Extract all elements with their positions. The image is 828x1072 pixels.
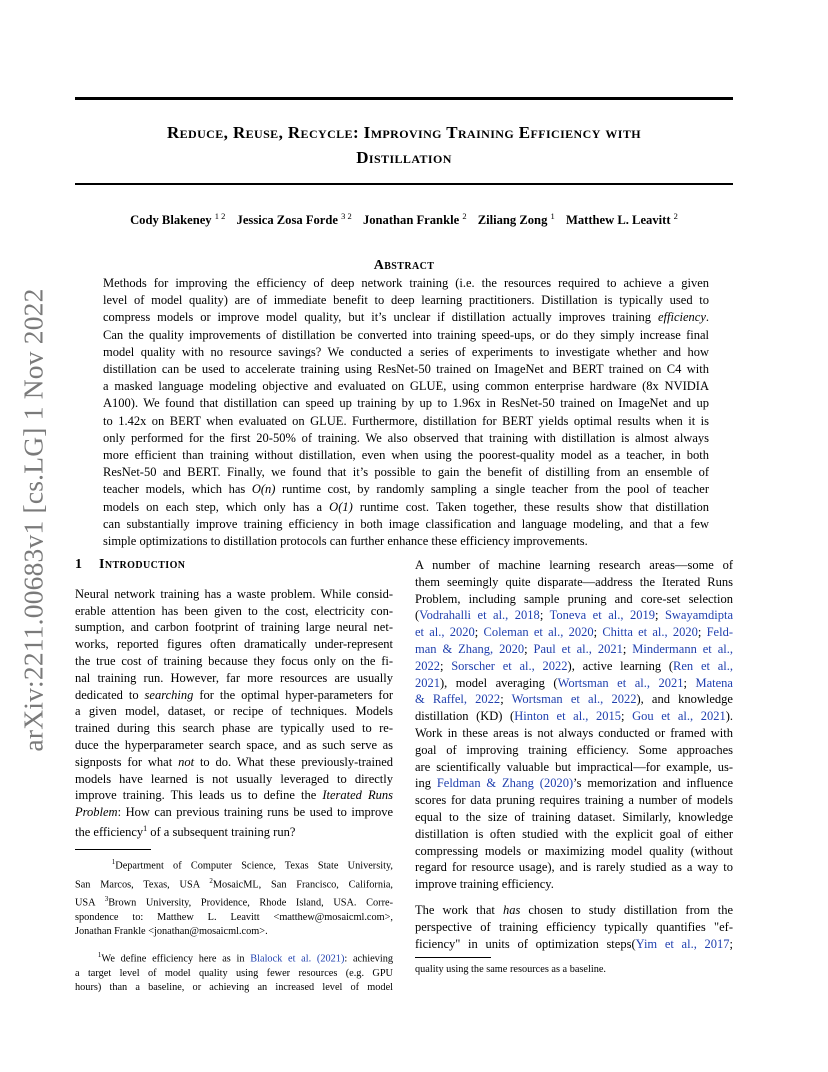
footnote-rule: [75, 849, 151, 850]
abstract-heading: Abstract: [373, 258, 435, 273]
footnote-rule: [415, 957, 491, 958]
author-list: [75, 211, 733, 228]
body-line: equal to the size of training dataset. Similarly, knowledge: [415, 809, 733, 824]
citation-link[interactable]: & Raffel, 2022: [415, 692, 501, 707]
abstract-line: simple optimizations to distillation protocols can further enhance these efficiency improvements.: [103, 534, 588, 549]
abstract-line: more efficient than training without distillation, even when using the poorest-quality model as a teacher, in both: [103, 448, 709, 463]
body-line: trained during this search phase are typically used to re-: [75, 721, 393, 736]
citation-link[interactable]: Yim et al., 2017: [635, 936, 730, 951]
footnote-line: spondence to: Matthew L. Leavitt <matthew@mosaicml.com>,: [75, 911, 393, 923]
citation-link[interactable]: Vodrahalli et al., 2018: [419, 608, 540, 623]
abstract-line: teacher models, which has O(n) runtime cost, by randomly sampling a single teacher from the pool of teacher: [103, 482, 709, 497]
abstract-line: models on each step, which only has a O(1) runtime cost. Taken together, these results show that distillation: [103, 499, 710, 514]
body-line: Problem, including sample pruning and core-set selection: [415, 591, 733, 606]
footnote-marker[interactable]: 1: [143, 823, 148, 833]
abstract-line: Methods for improving the efficiency of deep network training (i.e. the resources required to achieve a given: [103, 276, 709, 290]
body-line: 2022; Sorscher et al., 2022), active learning (Ren et al.,: [415, 658, 733, 673]
citation-link[interactable]: Chitta et al., 2020: [602, 625, 698, 640]
citation-link[interactable]: man & Zhang, 2020: [415, 641, 525, 656]
author: Ziliang Zong $^1$: [477, 211, 555, 228]
abstract-line: A100). We found that distillation can speed up training by up to 1.96x in ResNet-50 trained on ImageNet and up: [103, 396, 709, 411]
body-line: dedicated to searching for the optimal hyper-parameters for: [75, 687, 394, 702]
body-line: improve training. This leads us to define the Iterated Runs: [75, 788, 394, 803]
body-line: are scientifically valuable but impractical—for example, us-: [415, 759, 733, 774]
abstract-line: compress models or improve model quality, but it’s unclear if distillation actually improves training efficiency.: [103, 310, 709, 325]
body-line: a given model, dataset, or recipe of techniques. Models: [75, 704, 393, 719]
body-line: Neural network training has a waste problem. While consid-: [75, 586, 393, 601]
body-line: perspective of training efficiency typically quantifies "ef-: [415, 919, 733, 934]
abstract-line: can substantially improve training efficiency in both image classification and language modeling, and that a few: [103, 516, 709, 531]
abstract-line: model quality with no resource savings? We conducted a series of experiments to investigate whether and how: [103, 344, 709, 359]
body-line: the true cost of training because they focus only on the fi-: [75, 653, 393, 668]
author: Cody Blakeney $^{1 2}$: [130, 211, 226, 228]
body-line: nal training run. However, far more resources are usually: [75, 670, 393, 685]
body-line: Work in these areas is not always conducted or framed with: [415, 725, 733, 740]
body-line: man & Zhang, 2020; Paul et al., 2021; Mindermann et al.,: [415, 641, 733, 656]
citation-link[interactable]: Swayamdipta: [664, 608, 733, 623]
abstract-line: distillation can be used to accelerate training using ResNet-50 trained on ImageNet and BERT trained on C4 with: [103, 362, 709, 377]
citation-link[interactable]: Hinton et al., 2015: [514, 709, 622, 724]
footnote-line: USA $^3$Brown University, Providence, Rhode Island, USA. Corre-: [75, 895, 394, 909]
citation-link[interactable]: Sorscher et al., 2022: [451, 658, 568, 673]
citation-link[interactable]: Feldman & Zhang (2020): [436, 776, 574, 791]
body-line: sumption, and carbon footprint of training large neural net-: [75, 620, 393, 635]
title-top-rule: [75, 97, 733, 100]
citation-link[interactable]: Coleman et al., 2020: [483, 625, 594, 640]
body-line: duce the hyperparameter search space, and as such serve as: [75, 737, 393, 752]
citation-link[interactable]: Matena: [695, 675, 733, 690]
body-line: Problem: How can previous training runs be used to improve: [75, 805, 393, 820]
footnote-line: hours) than a baseline, or achieving an increased level of model: [75, 982, 393, 994]
abstract-line: a masked language modeling objective and evaluated on GLUE, using common enterprise hardware (8x NVIDIA: [103, 379, 709, 394]
arxiv-identifier: arXiv:2211.00683v1 [cs.LG] 1 Nov 2022: [18, 288, 49, 752]
body-line: (Vodrahalli et al., 2018; Toneva et al., 2019; Swayamdipta: [415, 608, 733, 623]
body-line: them seemingly quite disparate—address the Iterated Runs: [415, 574, 733, 589]
title-line-2: Distillation: [356, 148, 452, 167]
abstract-line: level of model quality) are of immediate benefit to deep learning practitioners. Distillation is typically used to: [103, 293, 709, 308]
citation-link[interactable]: Toneva et al., 2019: [549, 608, 655, 623]
citation-link[interactable]: Paul et al., 2021: [533, 641, 623, 656]
body-line: scores for data pruning requires training a number of models: [415, 793, 733, 808]
citation-link[interactable]: Ren et al.,: [673, 658, 733, 673]
abstract-line: ResNet-50 and BERT. Finally, we found that it’s possible to gain the benefit of distilling from an ensemble of: [103, 465, 709, 480]
body-line: regard for resource usage), and is rarely studied as a way to: [415, 860, 733, 875]
body-line: & Raffel, 2022; Wortsman et al., 2022), and knowledge: [415, 692, 733, 707]
body-line: goal of improving training efficiency. Some approaches: [415, 742, 733, 757]
body-line: ing Feldman & Zhang (2020)’s memorization and influence: [415, 776, 733, 791]
abstract-body: [103, 275, 709, 550]
body-line: A number of machine learning research areas—some of: [415, 558, 733, 572]
abstract-line: to 1.42x on BERT when evaluated on GLUE. Furthermore, distillation for BERT yields optimal results when it is: [103, 413, 709, 428]
body-line: models have learned is not usually leveraged to directly: [75, 771, 393, 786]
citation-link[interactable]: Feld-: [706, 625, 733, 640]
body-line: the efficiency$^1$ of a subsequent training run?: [75, 823, 296, 840]
abstract-line: Can the quality improvements of distillation be converted into training speed-ups, or do they simply increase final: [103, 327, 709, 342]
footnote-line: a target level of model quality using fewer resources (e.g. GPU: [75, 967, 393, 979]
author: Matthew L. Leavitt $^2$: [565, 211, 678, 228]
author: Jonathan Frankle $^2$: [362, 211, 467, 228]
left-column: [75, 557, 393, 995]
body-line: compressing models or maximizing model quality (without: [415, 843, 733, 858]
abstract-line: only performed for the first 20-50% of training. We also observed that training with distillation is almost always: [103, 430, 709, 445]
citation-link[interactable]: Mindermann et al.,: [632, 641, 733, 656]
citation-link[interactable]: 2022: [415, 658, 440, 673]
body-line: The work that has chosen to study distillation from the: [415, 902, 733, 917]
citation-link[interactable]: 2021: [415, 675, 440, 690]
body-line: distillation (KD) (Hinton et al., 2015; Gou et al., 2021).: [415, 709, 734, 724]
citation-link[interactable]: Wortsman et al., 2021: [557, 675, 684, 690]
body-line: et al., 2020; Coleman et al., 2020; Chitta et al., 2020; Feld-: [415, 625, 733, 640]
footnote-line: San Marcos, Texas, USA $^2$MosaicML, San Francisco, California,: [75, 876, 393, 890]
footnote-line: $^1$Department of Computer Science, Texas State University,: [111, 857, 394, 872]
affiliation-footnote: [75, 855, 393, 939]
title-line-1: Reduce, Reuse, Recycle: Improving Training Efficiency with: [166, 123, 642, 142]
title-bottom-rule: [75, 183, 733, 185]
footnote-continuation: quality using the same resources as a baseline.: [415, 964, 607, 976]
body-line: improve training efficiency.: [415, 877, 554, 892]
paper-title: [75, 120, 733, 170]
citation-link[interactable]: Blalock et al. (2021): [250, 953, 345, 965]
footnote-line: Jonathan Frankle <jonathan@mosaicml.com>.: [75, 925, 268, 937]
citation-link[interactable]: Wortsman et al., 2022: [511, 692, 637, 707]
body-line: ficiency" in units of optimization steps(Yim et al., 2017;: [415, 936, 733, 951]
right-column: [415, 557, 733, 978]
body-line: erable attention has been given to the cost, electricity con-: [75, 603, 393, 618]
citation-link[interactable]: et al., 2020: [415, 625, 475, 640]
body-line: signposts for what not to do. What these previously-trained: [75, 754, 393, 769]
efficiency-footnote: [75, 948, 393, 995]
footnote-line: $^1$We define efficiency here as in Blalock et al. (2021): achieving: [97, 951, 393, 965]
body-line: works, reported figures often dramatically under-represent: [75, 637, 393, 652]
citation-link[interactable]: Gou et al., 2021: [632, 709, 726, 724]
body-line: distillation is often studied with the explicit goal of either: [415, 826, 733, 841]
author: Jessica Zosa Forde $^{3 2}$: [236, 211, 352, 228]
body-line: 2021), model averaging (Wortsman et al., 2021; Matena: [415, 675, 733, 690]
section-heading: 1 Introduction: [75, 557, 186, 572]
